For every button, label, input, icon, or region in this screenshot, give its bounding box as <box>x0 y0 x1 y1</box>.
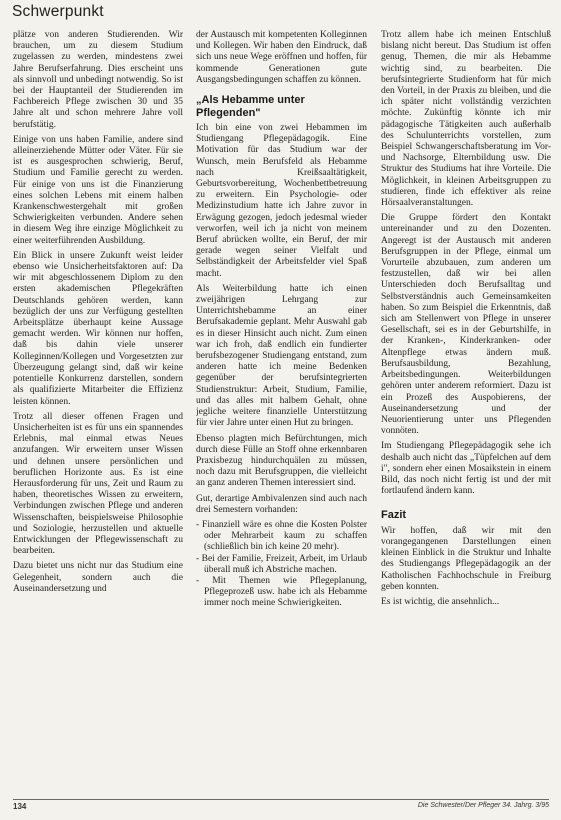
paragraph: Wir hoffen, daß wir mit den vorangegangenen Darstellungen einen kleinen Einblick in die Struktur und Inhalte des Studiengangs Pflegepädagogik an der Katholischen Fachhochschule in Freiburg geben konnten. <box>381 525 551 592</box>
paragraph: plätze von anderen Studierenden. Wir brauchen, um zu diesem Studium zugelassen zu werden, mindestens zwei Jahre Berufserfahrung. Dies erscheint uns als sinnvoll und unbedingt notwendig. So ist bei der Hauptanteil der Studierenden im Fachbereich Pflege zwischen 30 und 35 Jahre alt und schon mehrere Jahre voll berufstätig. <box>13 30 183 130</box>
list-item: - Mit Themen wie Pflegeplanung, Pflegeprozeß usw. habe ich als Hebamme immer noch meine Schwierigkeiten. <box>196 576 367 610</box>
journal-citation: Die Schwester/Der Pfleger 34. Jahrg. 3/95 <box>417 802 549 809</box>
article-column-2 <box>196 30 367 798</box>
paragraph: Trotz all dieser offenen Fragen und Unsicherheiten ist es für uns ein spannendes Erlebnis, mal einmal etwas Neues anzufangen. Wir erweitern unser Wissen und dehnen unsere persönlichen und beruflichen Horizonte aus. Es ist eine Herausforderung für uns, Zeit und Raum zu haben, theoretisches Wissen zu erweitern, Verbindungen zwischen Pflege und anderen Wissenschaften, beispielsweise Philosophie und Soziologie, herzustellen und aktuelle Entwicklungen der Pflegewissenschaft zu bearbeiten. <box>13 411 183 557</box>
section-title: Schwerpunkt <box>12 3 104 20</box>
paragraph: Es ist wichtig, die ansehnlich... <box>381 597 500 608</box>
paragraph: Einige von uns haben Familie, andere sind alleinerziehende Mütter oder Väter. Für sie ist es ausgesprochen schwierig, Beruf, Studium und Familie gerecht zu werden. Für einige von uns ist die Finanzierung eines solchen Lebens mit einem halben Krankenschwestergehalt mit großen Schwierigkeiten verbunden. Andere sehen in diesem Weg ihre einzige Möglichkeit zu einer weiterführenden Ausbildung. <box>13 134 183 246</box>
paragraph: Ich bin eine von zwei Hebammen im Studiengang Pflegepädagogik. Eine Motivation für das Studium war der Wunsch, mein Berufsfeld als Hebamme nach Kreißsaaltätigkeit, Geburtsvorbereitung, Wochenbettbetreuung zu erweitern. Ein Psychologie- oder Medizinstudium hatte ich Jahre zuvor in Erwägung gezogen, jedoch jedesmal wieder verworfen, weil ich ja nicht von meinem Beruf abrücken wollte, ein Beruf, der mir gerade wegen seiner Vielfalt und Selbständigkeit der Arbeitsfelder viel Spaß macht. <box>196 123 367 279</box>
subheading-fazit: Fazit <box>381 509 407 522</box>
list-item: - Finanziell wäre es ohne die Kosten Polster oder Mehrarbeit kaum zu schaffen (schließlich bin ich keine 20 mehr). <box>196 520 367 554</box>
paragraph: Ebenso plagten mich Befürchtungen, mich durch diese Fülle an Stoff ohne erkennbaren Praxisbezug hindurchquälen zu müssen, noch dazu mit Berufsgruppen, die vielleicht an ganz anderen Themen interessiert sind. <box>196 433 367 489</box>
paragraph: Trotz allem habe ich meinen Entschluß bislang nicht bereut. Das Studium ist offen genug, Themen, die mir als Hebamme wichtig sind, zu bearbeiten. Die berufsintegrierte Studienform hat für mich den Vorteil, in der Praxis zu bleiben, und die ich später nicht vollständig verzichten möchte. Zukünftig könnte ich mir pädagogische Tätigkeiten auch außerhalb des Schulunterrichts vorstellen, zum Beispiel Schwangerschaftsberatung im Vor- und Nachsorge, Elternbildung usw. Die Struktur des Studiums hat ihre Vorteile. Die Möglichkeit, in kleinen Arbeitsgruppen zu studieren, finde ich effektiver als reine Hörsaalveranstaltungen. <box>381 30 551 209</box>
paragraph: Die Gruppe fördert den Kontakt untereinander und zu den Dozenten. Angeregt ist der Austausch mit anderen Berufsgruppen in der Pflege, einmal um Vorurteile abzubauen, zum anderen um festzustellen, daß wir bei allen Unterschieden doch Berufsalltag und Selbstverständnis auch Gemeinsamkeiten haben. So zum Beispiel die Erkenntnis, daß sich am Stellenwert von Pflege in unserer Gesellschaft, sei es in der Geburtshilfe, in der Kranken-, Kinderkranken- oder Altenpflege etwas ändern muß. Berufsausbildung, Bezahlung, Arbeitsbedingungen. Weiterbildungen gehören unter anderem reformiert. Dazu ist ein Prozeß des Auspobierens, der Auseinandersetzung und der Neuorientierung unter uns Pflegenden vonnöten. <box>381 213 551 437</box>
paragraph: Im Studiengang Pflegepädagogik sehe ich deshalb auch nicht das „Tüpfelchen auf dem i", sondern eher einen Mosaikstein in einem Bild, das noch nicht fertig ist und der mit fortlaufend ändern kann. <box>381 441 551 497</box>
list-item: - Bei der Familie, Freizeit, Arbeit, im Urlaub überall muß ich Abstriche machen. <box>196 554 367 576</box>
ambivalence-list <box>196 520 367 610</box>
paragraph: Gut, derartige Ambivalenzen sind auch nach drei Semestern vorhanden: <box>196 493 367 515</box>
article-column-3 <box>381 30 551 798</box>
page-footer <box>13 799 549 811</box>
article-column-1 <box>13 30 183 798</box>
paragraph: der Austausch mit kompetenten Kolleginnen und Kollegen. Wir haben den Eindruck, daß sich uns neue Wege eröffnen und hoffen, für kommende Generationen gute Ausgangsbedingungen schaffen zu können. <box>196 30 367 85</box>
paragraph: Als Weiterbildung hatte ich einen zweijährigen Lehrgang zur Unterrichtshebamme an einer Berufsakademie geplant. Mehr Auswahl gab es in dieser Hinsicht auch nicht. Zum einen war ich froh, daß endlich ein fundierter berufsbezogener Studiengang entstand, zum anderen hatte ich meine Bedenken gegenüber der berufsintegrierten Studienstruktur: Arbeit, Studium, Familie, und das alles mit halbem Gehalt, ohne jegliche weitere finanzielle Unterstützung für vier Jahre unter einen Hut zu bringen. <box>196 283 367 429</box>
paragraph: Ein Blick in unsere Zukunft weist leider ebenso wie Unsicherheitsfaktoren auf: Da wir mit abgeschlossenem Diplom zu den ersten akademischen Pflegekräften Deutschlands gehören werden, kann bezüglich der uns zur Verfügung gestellten Arbeitsplätze überhaupt keine Aussage gemacht werden. Wir können nur hoffen, daß bis dahin viele unserer Kolleginnen/Kollegen und Vorgesetzten zur Überzeugung gelangt sind, daß wir keine potentielle Konkurrenz darstellen, sondern als qualifizierte Mitarbeiter die Effizienz leisten können. <box>13 250 183 407</box>
paragraph: Dazu bietet uns nicht nur das Studium eine Gelegenheit, sondern auch die Auseinandersetzung und <box>13 561 183 594</box>
subheading-hebamme: „Als Hebamme unter Pflegenden" <box>196 94 305 119</box>
page-number: 134 <box>13 802 27 811</box>
